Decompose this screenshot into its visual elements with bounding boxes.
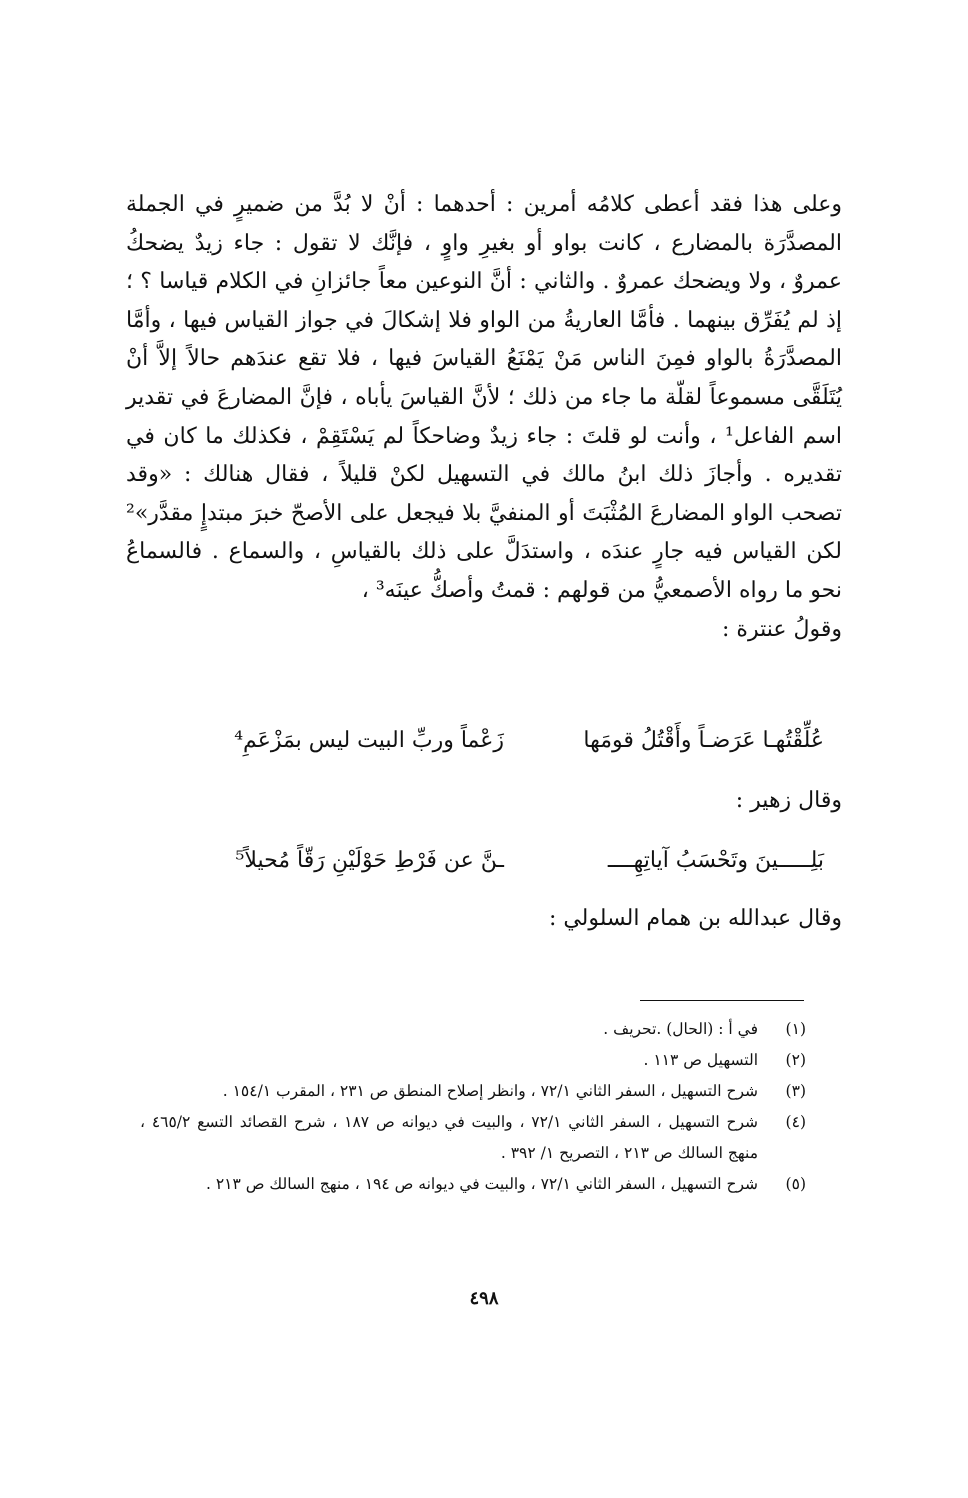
footnote-text: شرح التسهيل ، السفر الثاني ٧٢/١ ، وانظر إصلاح المنطق ص ٢٣١ ، المقرب ١٥٤/١ . bbox=[222, 1082, 758, 1100]
verse-second-hemistich: ـنَّ عن فَرْطِ حَوْلَيْنِ رَقّاً مُحيلاً⁵ bbox=[235, 848, 504, 873]
page-number: ٤٩٨ bbox=[469, 1288, 499, 1309]
footnote-item bbox=[140, 1169, 806, 1200]
footnote-number: (٤) bbox=[785, 1113, 806, 1131]
poetry-verse-zuhair bbox=[194, 848, 842, 873]
footnote-number: (١) bbox=[785, 1020, 806, 1038]
body-paragraph: وعلى هذا فقد أعطى كلامُه أمرين : أحدهما : أنْ لا بُدَّ من ضميرٍ في الجملة المصدَّرَة بالمضارع ، كانت بواو أو بغيرِ واوٍ ، فإنَّك لا تقول : جاء زيدٌ يضحكُ عمروٌ ، ولا ويضحك عمروٌ . والثاني : أنَّ النوعين معاً جائزانِ في الكلام قياسا ؟ ؛ إذ لم يُفَرِّق بينهما . فأمَّا العاريةُ من الواو فلا إشكالَ في جواز القياس فيها ، وأمَّا المصدَّرَةُ بالواو فمِنَ الناس مَنْ يَمْنَعُ القياسَ فيها ، فلا تقع عندَهم حالاً إلاَّ أنْ يُتَلَقَّى مسموعاً لقلّة ما جاء من ذلك ؛ لأنَّ القياسَ يأباه ، فإنَّ المضارعَ في تقدير اسم الفاعل¹ ، وأنت لو قلتَ : جاء زيدٌ وضاحكاً لم يَسْتَقِمْ ، فكذلك ما كان في تقديره . وأجازَ ذلك ابنُ مالك في التسهيل لكنْ قليلاً ، فقال هنالك : «وقد تصحب الواو المضارعَ المُثْبَتَ أو المنفيَّ بلا فيجعل على الأصحّ خبرَ مبتدإٍ مقدَّر»² لكن القياس فيه جارٍ عندَه ، واستدَلَّ على ذلك بالقياسِ ، والسماع . فالسماعُ نحو ما رواه الأصمعيُّ من قولهم : قمتُ وأصكُّ عينَه³ ، bbox=[126, 192, 842, 603]
poetry-verse-antara bbox=[194, 728, 842, 753]
footnote-number: (٥) bbox=[785, 1175, 806, 1193]
antara-intro: وقولُ عنترة : bbox=[722, 616, 842, 642]
footnote-number: (٣) bbox=[785, 1082, 806, 1100]
footnote-item bbox=[140, 1107, 806, 1169]
main-text-block bbox=[126, 186, 842, 649]
footnote-item bbox=[140, 1045, 806, 1076]
footnote-text: شرح التسهيل ، السفر الثاني ٧٢/١ ، والبيت في ديوانه ص ١٩٤ ، منهج السالك ص ٢١٣ . bbox=[206, 1175, 758, 1193]
verse-first-hemistich: عُلِّقْتُهـا عَرَضـاً وأَقْتُلُ قومَها bbox=[583, 728, 824, 753]
zuhair-intro: وقال زهير : bbox=[735, 788, 842, 813]
footnote-number: (٢) bbox=[785, 1051, 806, 1069]
footnotes-section bbox=[140, 1014, 806, 1200]
footnote-text: في أ : (الحال) .تحريف . bbox=[603, 1020, 758, 1038]
footnote-separator bbox=[640, 1000, 804, 1001]
verse-first-hemistich: بَلِـــــينَ وتَحْسَبُ آياتِهِــــ bbox=[607, 848, 824, 873]
footnote-item bbox=[140, 1076, 806, 1107]
footnote-text: التسهيل ص ١١٣ . bbox=[643, 1051, 758, 1069]
footnote-item bbox=[140, 1014, 806, 1045]
verse-second-hemistich: زَعْماً وربِّ البيت ليس بمَزْعَمِ⁴ bbox=[234, 728, 504, 753]
salouli-intro: وقال عبدالله بن همام السلولي : bbox=[548, 906, 842, 931]
footnote-text: شرح التسهيل ، السفر الثاني ٧٢/١ ، والبيت في ديوانه ص ١٨٧ ، شرح القصائد التسع ٤٦٥/٢ ، منهج السالك ص ٢١٣ ، التصريح ١/ ٣٩٢ . bbox=[140, 1113, 758, 1162]
